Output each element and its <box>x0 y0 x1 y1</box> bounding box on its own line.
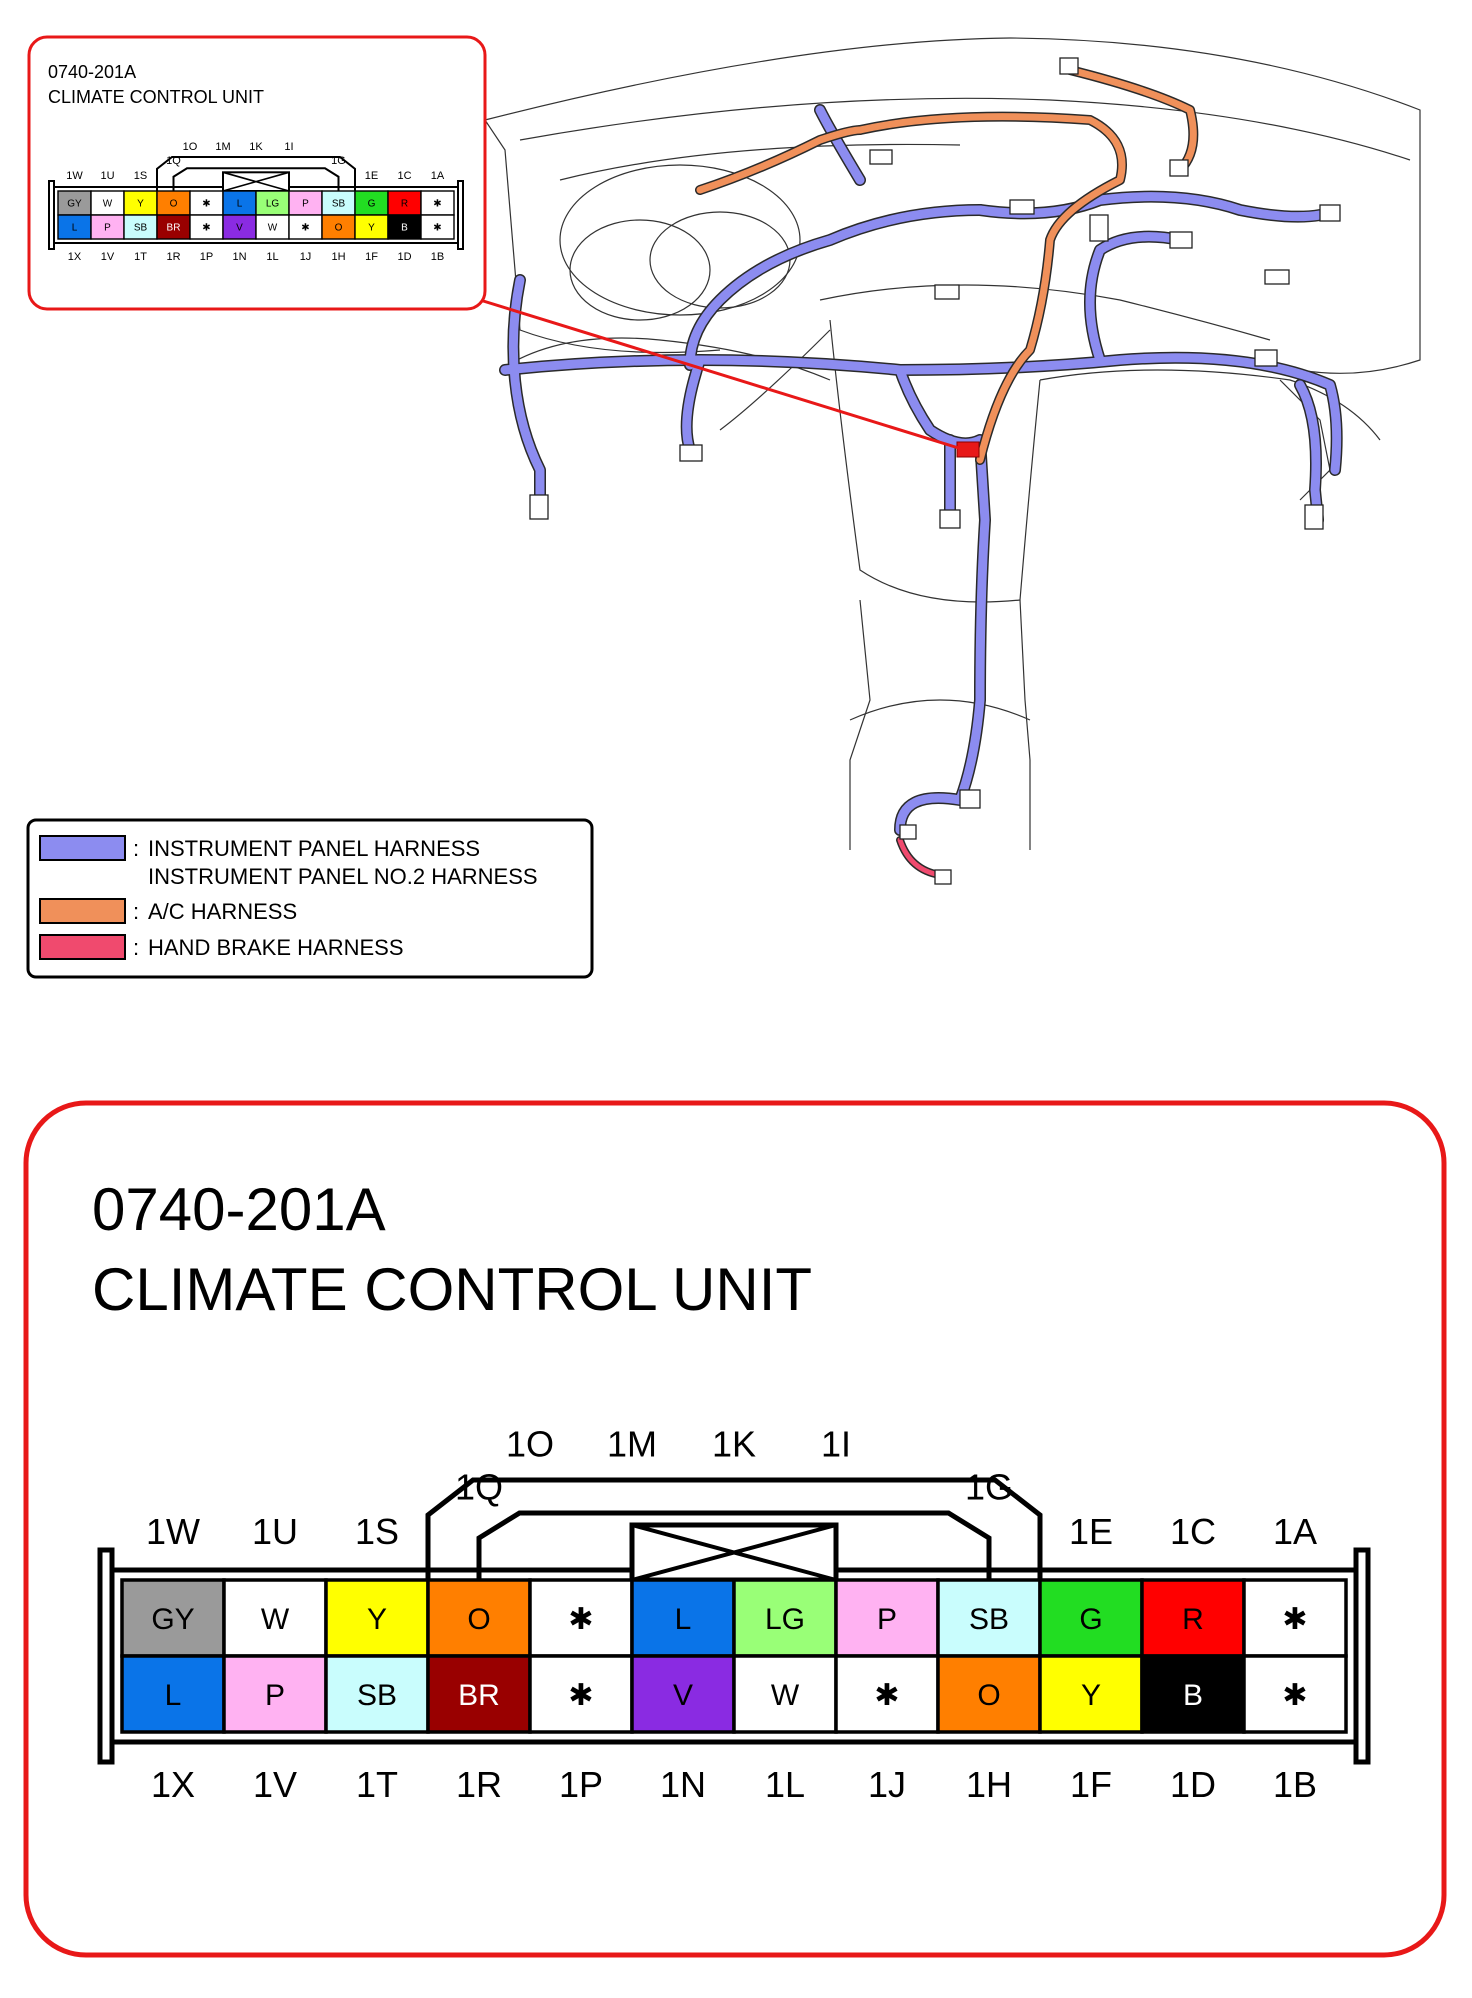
pin-label-bottom: 1J <box>867 1763 907 1805</box>
detail-title: CLIMATE CONTROL UNIT <box>92 1256 813 1323</box>
pin-label-top: 1E <box>1068 1511 1114 1552</box>
pin-wire-color: R <box>1182 1602 1204 1636</box>
hand-brake-harness <box>900 840 940 875</box>
pin-wire-color: L <box>71 222 78 234</box>
pin-wire-color: P <box>104 222 111 234</box>
pin-label-bottom: 1V <box>252 1763 298 1805</box>
pin-wire-color: R <box>400 198 409 210</box>
pin-wire-color: O <box>334 222 343 234</box>
pin-wire-color: O <box>169 198 178 210</box>
pin-wire-color: O <box>467 1602 491 1636</box>
pin-wire-color: SB <box>133 222 148 234</box>
pin-wire-color: GY <box>151 1602 195 1636</box>
pin-wire-color: W <box>267 222 278 234</box>
harness-legend <box>28 820 592 977</box>
pin-label-bottom: 1J <box>299 250 312 263</box>
pin-wire-color: ✱ <box>1282 1678 1308 1712</box>
pin-label-top: 1K <box>711 1423 757 1465</box>
pin-label-bottom: 1N <box>232 250 247 263</box>
pin-label-bottom: 1D <box>1169 1763 1217 1805</box>
pin-wire-color: ✱ <box>301 222 310 234</box>
inset-part-number: 0740-201A <box>48 62 137 82</box>
pin-label-top: 1S <box>354 1511 400 1552</box>
legend-colon-2: : <box>133 899 140 924</box>
pin-wire-color: ✱ <box>1282 1602 1308 1636</box>
harness-connectors <box>530 58 1340 884</box>
pin-label-top: 1U <box>100 170 115 182</box>
pin-wire-color: L <box>164 1678 182 1712</box>
pin-wire-color: ✱ <box>433 222 442 234</box>
pin-label-bottom: 1L <box>764 1763 806 1805</box>
pin-wire-color: B <box>1182 1678 1204 1712</box>
pin-label-top: 1M <box>215 140 231 153</box>
pin-label-bottom: 1F <box>1069 1763 1113 1805</box>
connector-detail-panel <box>26 1103 1444 1955</box>
pin-wire-color: LG <box>265 198 280 210</box>
connector-right-tab <box>458 181 463 249</box>
pin-wire-color: P <box>264 1678 286 1712</box>
pin-wire-color: ✱ <box>202 222 211 234</box>
pin-wire-color: W <box>260 1602 290 1636</box>
pin-wire-color: V <box>236 222 243 234</box>
pin-label-top: 1U <box>251 1511 299 1552</box>
pin-label-bottom: 1X <box>150 1763 196 1805</box>
pin-label-top: 1C <box>1169 1511 1217 1552</box>
legend-label-ip-harness: INSTRUMENT PANEL HARNESS <box>148 836 481 861</box>
pin-label-bottom: 1B <box>430 250 445 263</box>
pin-wire-color: G <box>367 198 376 210</box>
pin-wire-color: B <box>401 222 408 234</box>
pin-label-bottom: 1B <box>1272 1763 1318 1805</box>
pin-wire-color: L <box>674 1602 692 1636</box>
pin-wire-color: Y <box>368 222 375 234</box>
pin-wire-color: LG <box>764 1602 806 1636</box>
pin-wire-color: L <box>236 198 243 210</box>
pin-wire-color: ✱ <box>568 1678 594 1712</box>
pin-label-top: 1C <box>397 170 412 182</box>
legend-swatch-hand-brake-harness <box>40 935 125 959</box>
pin-label-top: 1Q <box>454 1466 504 1508</box>
pin-wire-color: P <box>876 1602 898 1636</box>
pin-label-bottom: 1P <box>558 1763 604 1805</box>
pin-label-top: 1I <box>284 140 294 153</box>
pin-wire-color: G <box>1079 1602 1103 1636</box>
legend-colon-3: : <box>133 935 140 960</box>
inset-title: CLIMATE CONTROL UNIT <box>48 87 265 107</box>
pin-wire-color: ✱ <box>568 1602 594 1636</box>
pin-label-bottom: 1D <box>397 250 412 263</box>
connector-left-tab <box>49 181 54 249</box>
pin-wire-color: ✱ <box>874 1678 900 1712</box>
pin-label-top: 1G <box>331 155 346 168</box>
pin-wire-color: Y <box>137 198 144 210</box>
pin-label-top: 1W <box>146 1511 200 1552</box>
pin-label-top: 1K <box>249 140 263 153</box>
pin-wire-color: O <box>977 1678 1001 1712</box>
pin-label-bottom: 1F <box>365 250 378 263</box>
pin-label-bottom: 1R <box>166 250 181 263</box>
pin-label-top: 1O <box>505 1423 555 1465</box>
pin-wire-color: ✱ <box>433 198 442 210</box>
pin-label-bottom: 1N <box>659 1763 707 1805</box>
pin-label-top: 1W <box>66 170 83 182</box>
pin-wire-color: SB <box>356 1678 398 1712</box>
pin-wire-color: W <box>770 1678 800 1712</box>
legend-label-ac-harness: A/C HARNESS <box>148 899 298 924</box>
pin-label-bottom: 1H <box>965 1763 1013 1805</box>
pin-label-top: 1A <box>430 170 445 182</box>
detail-part-number: 0740-201A <box>92 1176 386 1243</box>
connector-right-tab <box>1356 1550 1368 1762</box>
pin-wire-color: ✱ <box>202 198 211 210</box>
pin-wire-color: V <box>672 1678 694 1712</box>
pin-label-bottom: 1T <box>355 1763 399 1805</box>
pin-label-top: 1Q <box>166 155 181 168</box>
pin-label-bottom: 1H <box>331 250 346 263</box>
legend-colon-1: : <box>133 836 140 861</box>
pin-label-bottom: 1V <box>100 250 115 263</box>
legend-label-ip-no2-harness: INSTRUMENT PANEL NO.2 HARNESS <box>148 864 538 889</box>
legend-label-hand-brake-harness: HAND BRAKE HARNESS <box>148 935 404 960</box>
pin-label-top: 1O <box>182 140 198 153</box>
pin-wire-color: GY <box>67 198 82 210</box>
pin-wire-color: BR <box>166 222 181 234</box>
pin-label-bottom: 1X <box>67 250 82 263</box>
legend-swatch-ip-harness <box>40 836 125 860</box>
pin-label-bottom: 1R <box>455 1763 503 1805</box>
pin-label-top: 1E <box>364 170 379 182</box>
connector-left-tab <box>100 1550 112 1762</box>
pin-label-top: 1A <box>1272 1511 1318 1552</box>
pin-label-top: 1S <box>133 170 148 182</box>
pin-wire-color: SB <box>968 1602 1010 1636</box>
pin-wire-color: Y <box>1080 1678 1102 1712</box>
pin-label-bottom: 1L <box>266 250 279 263</box>
inset-callout <box>29 37 485 309</box>
pin-wire-color: SB <box>331 198 346 210</box>
pin-label-top: 1M <box>606 1423 658 1465</box>
pin-label-bottom: 1P <box>199 250 214 263</box>
pin-label-top: 1I <box>820 1423 852 1465</box>
ip-harness <box>505 110 1337 830</box>
pin-wire-color: P <box>302 198 309 210</box>
pin-label-bottom: 1T <box>134 250 147 263</box>
pin-label-top: 1G <box>964 1466 1014 1508</box>
legend-swatch-ac-harness <box>40 899 125 923</box>
pin-wire-color: W <box>102 198 113 210</box>
pin-wire-color: Y <box>366 1602 388 1636</box>
pin-wire-color: BR <box>458 1678 500 1712</box>
